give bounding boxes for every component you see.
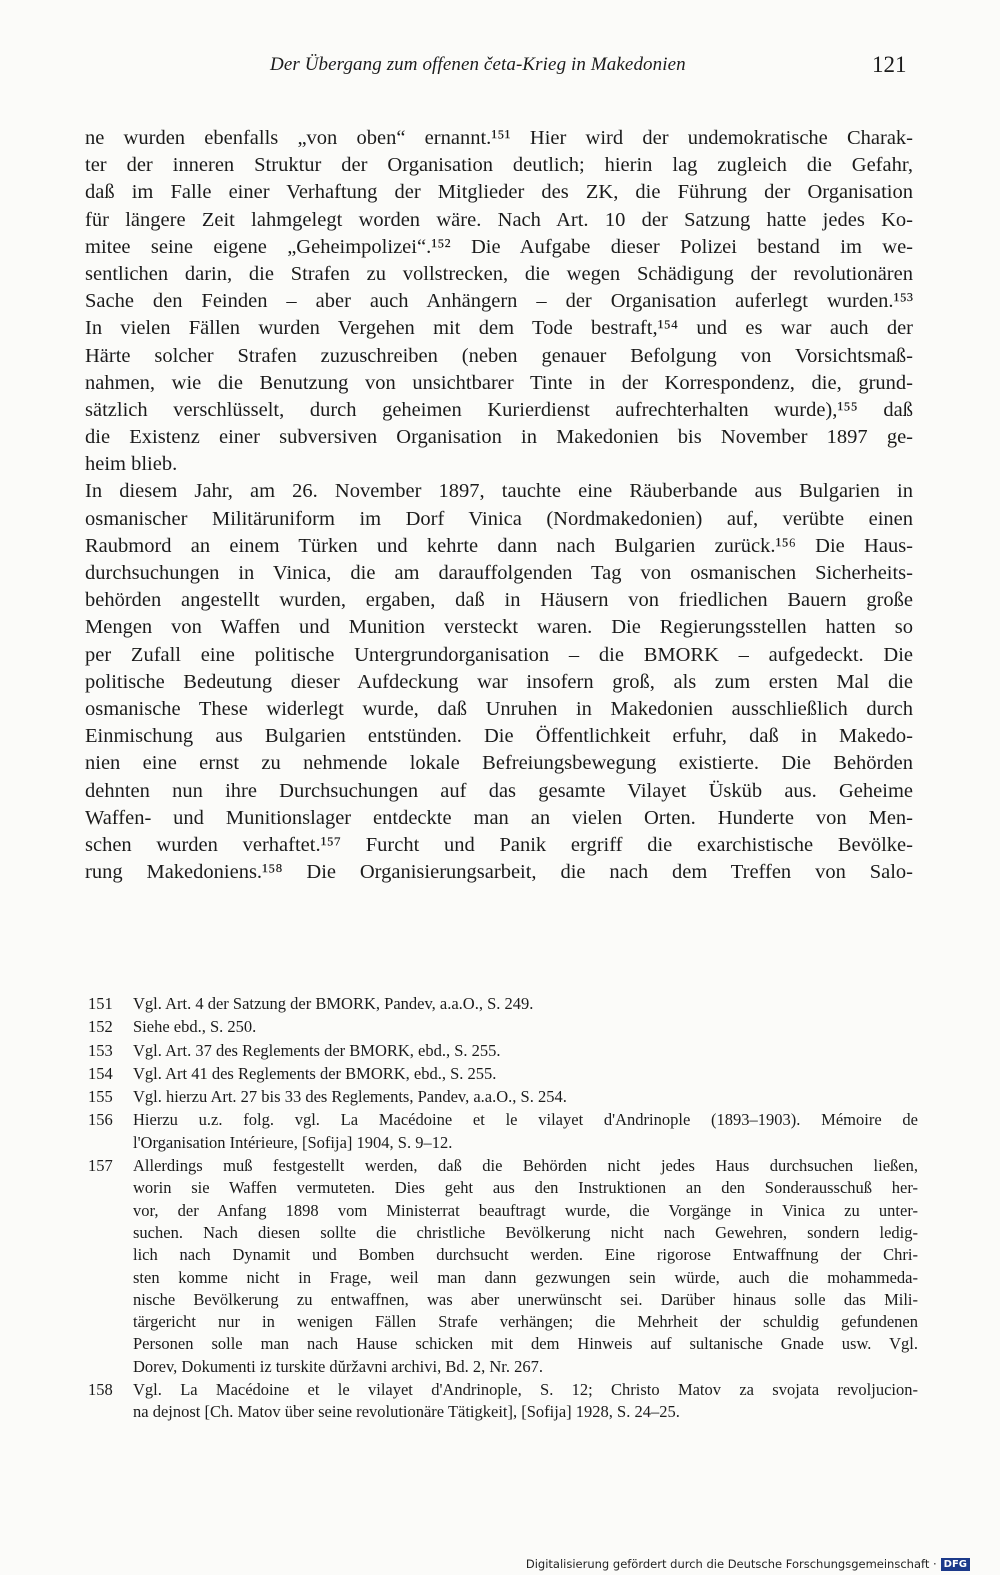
footnote-line: na dejnost [Ch. Matov über seine revolutionäre Tätigkeit], [Sofija] 1928, S. 24–25.: [133, 1402, 680, 1422]
footnote-line: Vgl. La Macédoine et le vilayet d'Andrinople, S. 12; Christo Matov za svojata revoljucion-: [133, 1380, 918, 1400]
footnote-text: [133, 1109, 918, 1154]
footnote-line: Vgl. Art. 4 der Satzung der BMORK, Pandev, a.a.O., S. 249.: [133, 994, 534, 1013]
footnote-number: 157: [88, 1156, 113, 1176]
body-line: Sache den Feinden – aber auch Anhängern – der Organisation auferlegt wurden.¹⁵³: [85, 290, 913, 313]
body-text: [85, 125, 913, 886]
page-number: 121: [872, 52, 907, 77]
body-line: die Existenz einer subversiven Organisation in Makedonien bis November 1897 ge-: [85, 426, 913, 449]
body-line: daß im Falle einer Verhaftung der Mitglieder des ZK, die Führung der Organisation: [85, 181, 913, 204]
footnote: [88, 1063, 918, 1085]
footnote-line: tärgericht nur in wenigen Fällen Strafe verhängen; die Mehrheit der schuldig gefundenen: [133, 1312, 918, 1332]
body-line: behörden angestellt wurden, ergaben, daß in Häusern von friedlichen Bauern große: [85, 589, 913, 612]
dfg-logo: DFG: [941, 1558, 970, 1571]
body-line: Einmischung aus Bulgarien entstünden. Die Öffentlichkeit erfuhr, daß in Makedo-: [85, 725, 913, 748]
body-line: politische Bedeutung dieser Aufdeckung war insofern groß, als zum ersten Mal die: [85, 670, 913, 693]
body-line: rung Makedoniens.¹⁵⁸ Die Organisierungsarbeit, die nach dem Treffen von Salo-: [85, 861, 913, 884]
footnote-number: 153: [88, 1040, 113, 1060]
footnote-line: l'Organisation Intérieure, [Sofija] 1904, S. 9–12.: [133, 1132, 453, 1152]
footnote-line: Hierzu u.z. folg. vgl. La Macédoine et le vilayet d'Andrinople (1893–1903). Mémoire de: [133, 1110, 918, 1130]
body-line: per Zufall eine politische Untergrundorganisation – die BMORK – aufgedeckt. Die: [85, 643, 913, 666]
footnotes: [88, 993, 918, 1424]
footnote-number: 154: [88, 1063, 113, 1083]
footnote-text: [133, 993, 918, 1015]
footnote-number: 152: [88, 1017, 113, 1037]
body-line: nahmen, wie die Benutzung von unsichtbarer Tinte in der Korrespondenz, die, grund-: [85, 371, 913, 394]
body-line: Waffen- und Munitionslager entdeckte man an vielen Orten. Hunderte von Men-: [85, 806, 913, 829]
footnote-line: Allerdings muß festgestellt werden, daß die Behörden nicht jedes Haus durchsuchen ließen,: [133, 1156, 918, 1176]
footnote-number: 156: [88, 1110, 113, 1130]
footnote-line: Dorev, Dokumenti iz turskite dŭržavni archivi, Bd. 2, Nr. 267.: [133, 1356, 543, 1376]
footnote-line: worin sie Waffen vermuteten. Dies geht aus den Instruktionen an den Sonderausschuß her-: [133, 1178, 918, 1198]
footnote-line: Siehe ebd., S. 250.: [133, 1017, 257, 1037]
body-line: ne wurden ebenfalls „von oben“ ernannt.¹⁵¹ Hier wird der undemokratische Charak-: [85, 127, 913, 149]
body-line: In diesem Jahr, am 26. November 1897, tauchte eine Räuberbande aus Bulgarien in: [85, 480, 913, 503]
footnote-number: 151: [88, 994, 113, 1013]
footnote-line: nische Bevölkerung zu entwaffnen, was aber unerwünscht sei. Darüber hinaus solle das Mili-: [133, 1289, 918, 1309]
body-line: Härte solcher Strafen zuzuschreiben (neben genauer Befolgung von Vorsichtsmaß-: [85, 344, 913, 367]
body-line: heim blieb.: [85, 453, 178, 476]
footnote-line: sten komme nicht in Frage, weil man dann gezwungen sein würde, auch die mohammeda-: [133, 1267, 918, 1287]
body-line: In vielen Fällen wurden Vergehen mit dem Tode bestraft,¹⁵⁴ und es war auch der: [85, 317, 913, 340]
footnote: [88, 1016, 918, 1038]
body-line: sentlichen darin, die Strafen zu vollstrecken, die wegen Schädigung der revolutionären: [85, 262, 913, 285]
footnote: [88, 1040, 918, 1062]
body-line: Raubmord an einem Türken und kehrte dann nach Bulgarien zurück.¹⁵⁶ Die Haus-: [85, 534, 913, 557]
body-line: dehnten nun ihre Durchsuchungen auf das gesamte Vilayet Üsküb aus. Geheime: [85, 779, 913, 802]
body-line: sätzlich verschlüsselt, durch geheimen Kurierdienst aufrechterhalten wurde),¹⁵⁵ daß: [85, 398, 913, 421]
footnote-line: Vgl. hierzu Art. 27 bis 33 des Reglements, Pandev, a.a.O., S. 254.: [133, 1087, 567, 1107]
footnote-text: [133, 1040, 918, 1062]
footnote: [88, 1086, 918, 1108]
footnote-text: [133, 1086, 918, 1108]
footnote: [88, 1109, 918, 1154]
footnote-text: [133, 1063, 918, 1085]
digitization-credit: [526, 1557, 970, 1571]
body-line: Mengen von Waffen und Munition versteckt waren. Die Regierungsstellen hatten so: [85, 616, 913, 639]
footnote-line: Personen solle man nach Hause schicken mit dem Hinweis auf sultanische Gnade usw. Vgl.: [133, 1334, 918, 1354]
footnote-line: lich nach Dynamit und Bomben durchsucht werden. Eine rigorose Entwaffnung der Chri-: [133, 1245, 918, 1265]
body-line: mitee seine eigene „Geheimpolizei“.¹⁵² Die Aufgabe dieser Polizei bestand im we-: [85, 235, 913, 258]
footnote-line: suchen. Nach diesen sollte die christliche Bevölkerung nicht nach Gewehren, sondern ledig-: [133, 1222, 918, 1242]
footnote-number: 158: [88, 1380, 113, 1400]
body-line: durchsuchungen in Vinica, die am darauffolgenden Tag von osmanischen Sicherheits-: [85, 562, 913, 584]
body-line: für längere Zeit lahmgelegt worden wäre. Nach Art. 10 der Satzung hatte jedes Ko-: [85, 208, 913, 231]
footnote-number: 155: [88, 1087, 113, 1107]
body-line: osmanischer Militäruniform im Dorf Vinica (Nordmakedonien) auf, verübte einen: [85, 507, 913, 530]
body-line: nien eine ernst zu nehmende lokale Befreiungsbewegung existierte. Die Behörden: [85, 752, 913, 775]
footnote-text: [133, 1379, 918, 1424]
body-line: schen wurden verhaftet.¹⁵⁷ Furcht und Panik ergriff die exarchistische Bevölke-: [85, 833, 913, 856]
footnote-text: [133, 1016, 918, 1038]
footnote-text: [133, 1155, 918, 1378]
footnote-line: vor, der Anfang 1898 vom Ministerrat beauftragt wurde, die Vorgänge in Vinica zu unter-: [133, 1200, 918, 1220]
footnote-line: Vgl. Art 41 des Reglements der BMORK, ebd., S. 255.: [133, 1063, 497, 1083]
footnote: [88, 993, 918, 1015]
body-line: ter der inneren Struktur der Organisation deutlich; hierin lag zugleich die Gefahr,: [85, 154, 913, 177]
body-line: osmanische These widerlegt wurde, daß Unruhen in Makedonien ausschließlich durch: [85, 697, 913, 720]
running-head: Der Übergang zum offenen četa-Krieg in Makedonien: [270, 54, 686, 75]
credit-text: Digitalisierung gefördert durch die Deutsche Forschungsgemeinschaft ·: [525, 1557, 937, 1571]
footnote: [88, 1155, 918, 1378]
footnote: [88, 1379, 918, 1424]
footnote-line: Vgl. Art. 37 des Reglements der BMORK, ebd., S. 255.: [133, 1040, 501, 1060]
